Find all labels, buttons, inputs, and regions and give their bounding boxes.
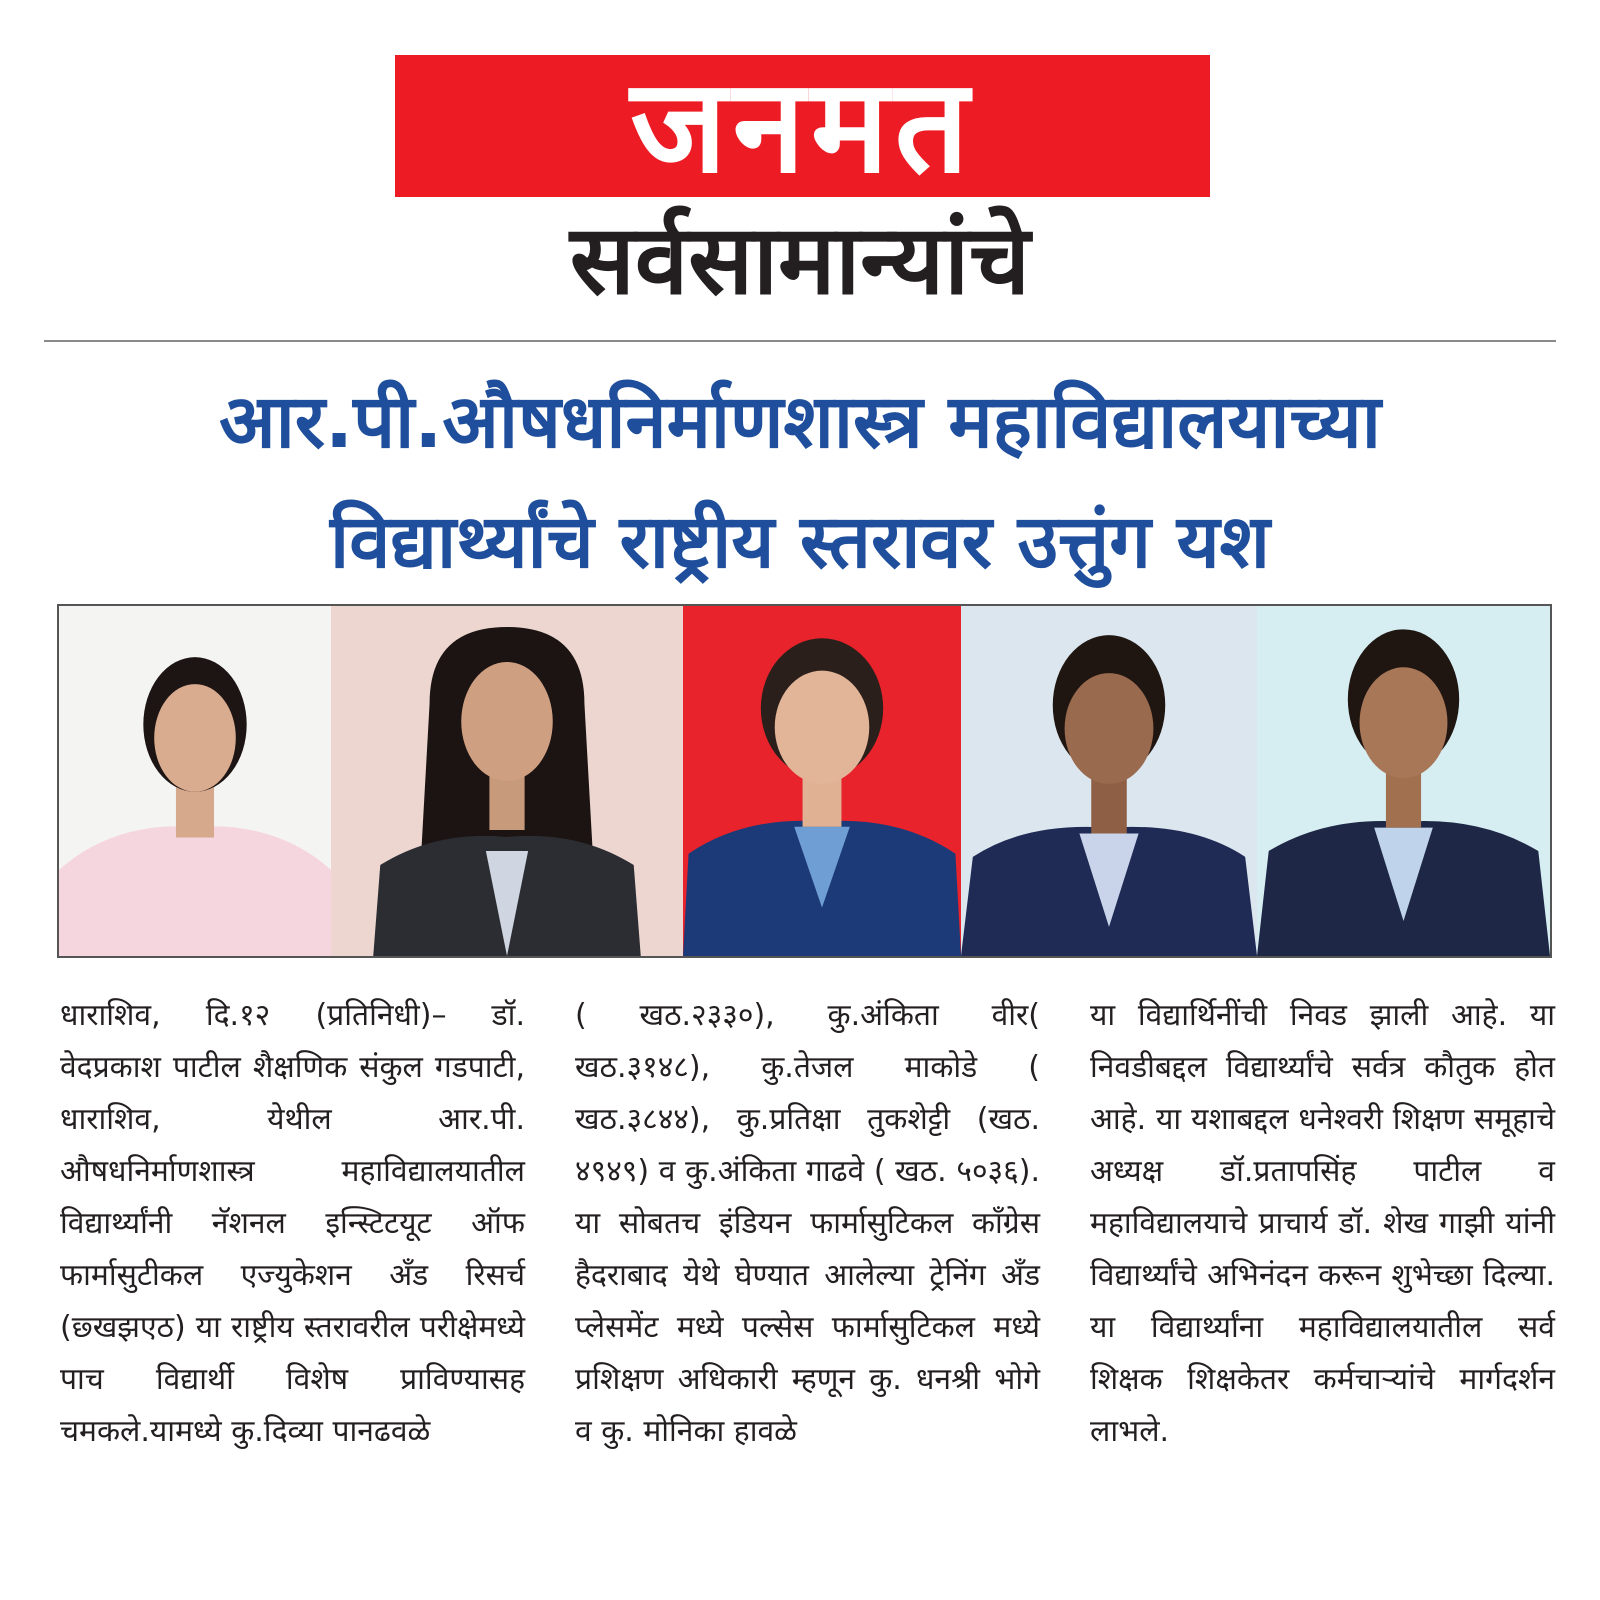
article-body [60, 990, 1555, 1570]
headline-line-1: आर.पी.औषधनिर्माणशास्त्र महाविद्यालयाच्या [219, 379, 1381, 465]
student-photo-4 [961, 606, 1257, 956]
student-photo-1 [59, 606, 331, 956]
student-photo-strip [57, 604, 1552, 958]
headline-line-2: विद्यार्थ्यांचे राष्ट्रीय स्तरावर उत्तुंग यश [330, 499, 1270, 585]
article-column-1: धाराशिव, दि.१२ (प्रतिनिधी)– डॉ. वेदप्रकाश पाटील शैक्षणिक संकुल गडपाटी, धाराशिव, येथील आर.पी. औषधनिर्माणशास्त्र महाविद्यालयातील विद्यार्थ्यांनी नॅशनल इन्स्टिटयूट ऑफ फार्मासुटीकल एज्युकेशन अँड रिसर्च (छ्खझएठ) या राष्ट्रीय स्तरावरील परीक्षेमध्ये पाच विद्यार्थी विशेष प्राविण्यासह चमकले.यामध्ये कु.दिव्या पानढवळे [60, 998, 525, 1449]
student-photo-5 [1257, 606, 1550, 956]
masthead-title: जनमत [630, 50, 975, 202]
article-column-2: ( खठ.२३३०), कु.अंकिता वीर( खठ.३१४८), कु.तेजल माकोडे ( खठ.३८४४), कु.प्रतिक्षा तुकशेट्टी (खठ. ४९४९) व कु.अंकिता गाढवे ( खठ. ५०३६). या सोबतच इंडियन फार्मासुटिकल कॉंग्रेस हैदराबाद येथे घेण्यात आलेल्या ट्रेनिंग अँड प्लेसमेंट मध्ये पल्सेस फार्मासुटिकल मध्ये प्रशिक्षण अधिकारी म्हणून कु. धनश्री भोगे व कु. मोनिका हावळे [575, 998, 1040, 1449]
masthead-tagline: सर्वसामान्यांचे [569, 204, 1031, 316]
student-photo-2 [331, 606, 683, 956]
masthead-divider [44, 340, 1556, 342]
masthead-logo [395, 50, 1210, 202]
article-column-3: या विद्यार्थिनींची निवड झाली आहे. या निवडीबद्दल विद्यार्थ्यांचे सर्वत्र कौतुक होत आहे. या यशाबद्दल धनेश्वरी शिक्षण समूहाचे अध्यक्ष डॉ.प्रतापसिंह पाटील व महाविद्यालयाचे प्राचार्य डॉ. शेख गाझी यांनी विद्यार्थ्यांचे अभिनंदन करून शुभेच्छा दिल्या. या विद्यार्थ्यांना महाविद्यालयातील सर्व शिक्षक शिक्षकेतर कर्मचाऱ्यांचे मार्गदर्शन लाभले. [1090, 998, 1555, 1449]
student-photo-3 [683, 606, 961, 956]
